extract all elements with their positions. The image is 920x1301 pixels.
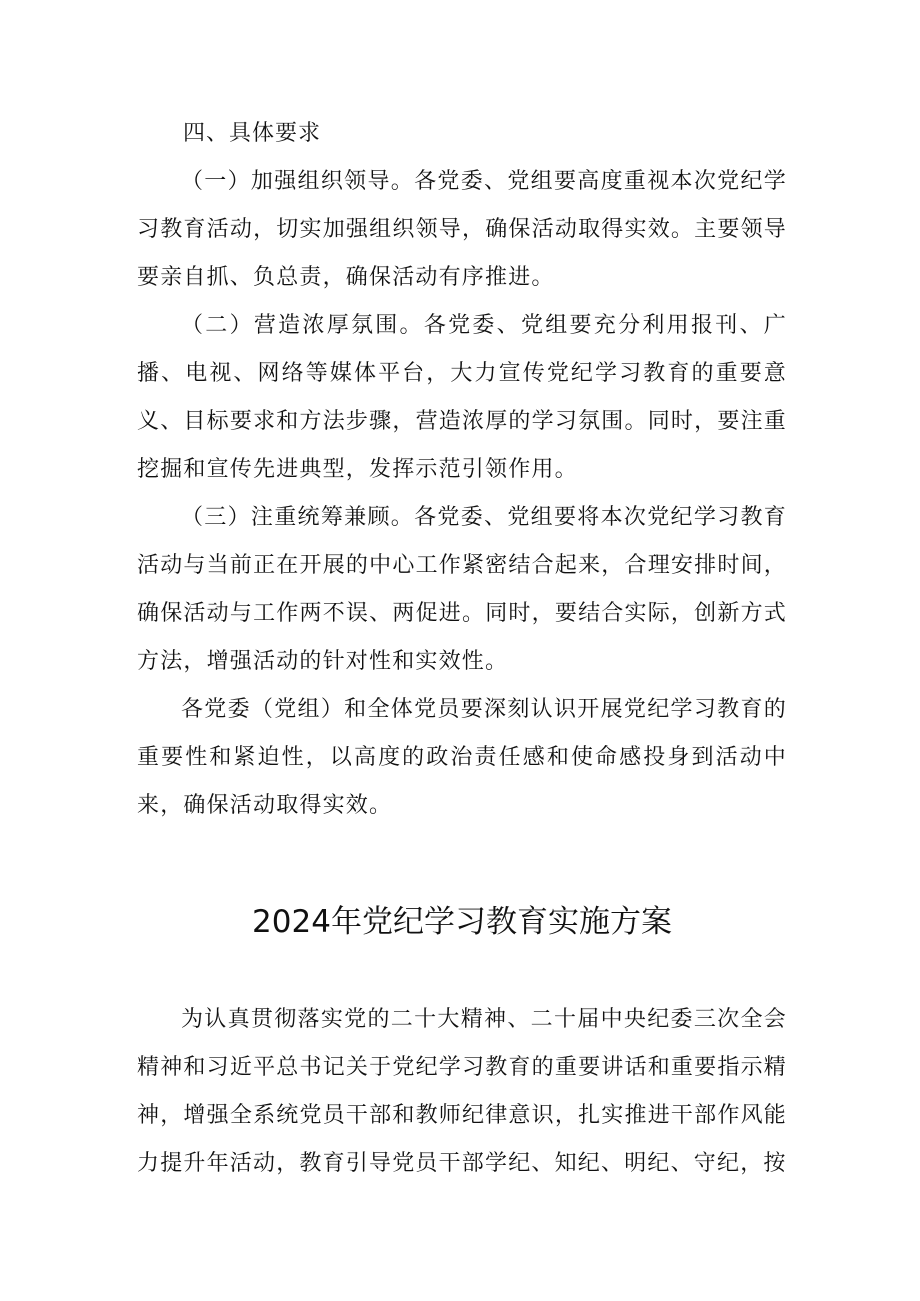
section-heading: 四、具体要求 [183, 121, 322, 146]
document-title: 2024年党纪学习教育实施方案 [252, 904, 672, 940]
requirement-paragraph-1: （一）加强组织领导。各党委、党组要高度重视本次党纪学习教育活动，切实加强组织领导，确保活动取得实效。主要领导要亲自抓、负总责，确保活动有序推进。 [137, 169, 787, 290]
requirement-paragraph-3: （三）注重统筹兼顾。各党委、党组要将本次党纪学习教育活动与当前正在开展的中心工作紧密结合起来，合理安排时间，确保活动与工作两不误、两促进。同时，要结合实际，创新方式方法，增强活动的针对性和实效性。 [137, 505, 787, 674]
document-page [137, 110, 787, 1188]
closing-paragraph: 各党委（党组）和全体党员要深刻认识开展党纪学习教育的重要性和紧迫性，以高度的政治责任感和使命感投身到活动中来，确保活动取得实效。 [137, 697, 787, 818]
requirement-paragraph-2: （二）营造浓厚氛围。各党委、党组要充分利用报刊、广播、电视、网络等媒体平台，大力宣传党纪学习教育的重要意义、目标要求和方法步骤，营造浓厚的学习氛围。同时，要注重挖掘和宣传先进典型，发挥示范引领作用。 [137, 313, 787, 482]
intro-paragraph: 为认真贯彻落实党的二十大精神、二十届中央纪委三次全会精神和习近平总书记关于党纪学习教育的重要讲话和重要指示精神，增强全系统党员干部和教师纪律意识，扎实推进干部作风能力提升年活动，教育引导党员干部学纪、知纪、明纪、守纪，按 [137, 1007, 787, 1176]
